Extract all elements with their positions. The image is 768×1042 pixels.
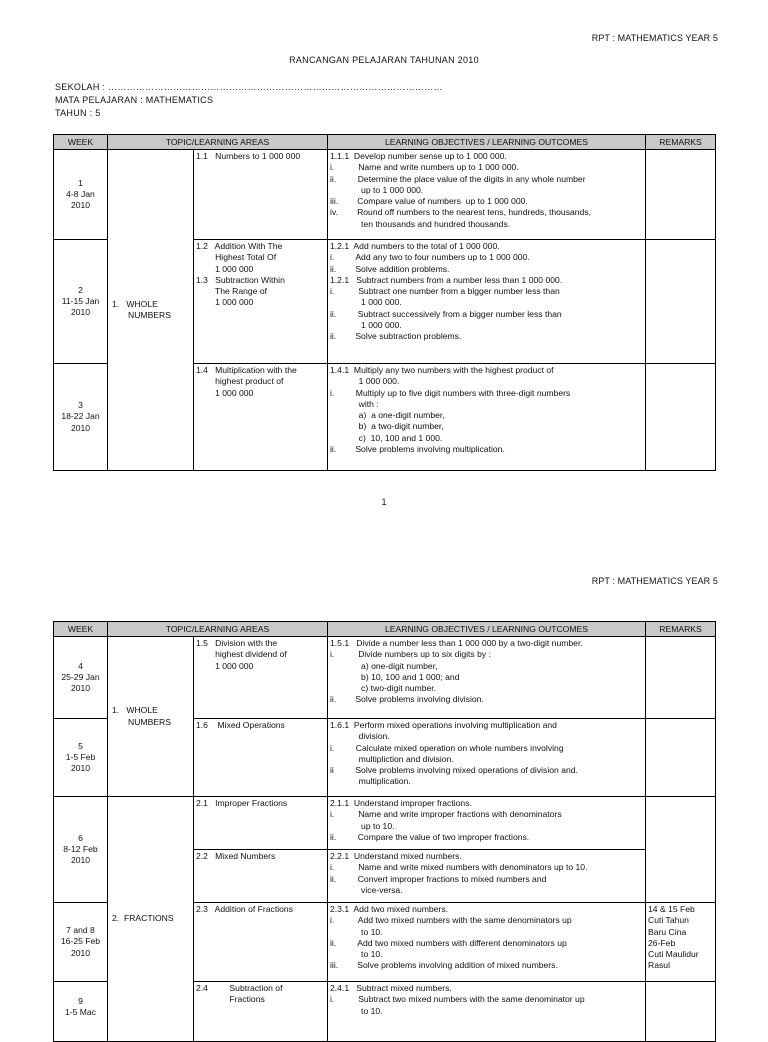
col-remarks: REMARKS [646, 135, 716, 150]
week-cell: 9 1-5 Mac [54, 982, 108, 1042]
area-cell: 2.3 Addition of Fractions [194, 903, 328, 982]
table-header-row [54, 135, 716, 150]
topic-cell: 2. FRACTIONS [108, 797, 194, 1042]
meta-tahun: TAHUN : 5 [55, 108, 101, 118]
outcomes-cell: 1.1.1 Develop number sense up to 1 000 000. i. Name and write numbers up to 1 000 000. ii. Determine the place value of the digits in any whole number up to 1 000 000. iii. Compare value of numbers up to 1 000 000. iv. Round off numbers to the nearest tens, hundreds, thousands, ten thousands and hundred thousands. [328, 150, 646, 240]
table-row [54, 637, 716, 719]
topic-cell: 1. WHOLE NUMBERS [108, 150, 194, 471]
meta-block [55, 81, 443, 120]
week-cell: 1 4-8 Jan 2010 [54, 150, 108, 240]
week-cell: 4 25-29 Jan 2010 [54, 637, 108, 719]
table-header-row [54, 622, 716, 637]
plan-table-page-1 [53, 134, 716, 471]
week-cell: 3 18-22 Jan 2010 [54, 364, 108, 471]
remarks-cell: 14 & 15 Feb Cuti Tahun Baru Cina 26-Feb Cuti Maulidur Rasul [646, 903, 716, 982]
col-remarks: REMARKS [646, 622, 716, 637]
remarks-cell [646, 637, 716, 719]
meta-mata-pelajaran: MATA PELAJARAN : MATHEMATICS [55, 95, 214, 105]
document-title: RANCANGAN PELAJARAN TAHUNAN 2010 [289, 55, 479, 65]
area-cell: 2.4 Subtraction of Fractions [194, 982, 328, 1042]
outcomes-cell: 1.2.1 Add numbers to the total of 1 000 000. i. Add any two to four numbers up to 1 000 000. ii. Solve addition problems. 1.2.1 Subtract numbers from a number less than 1 000 000. i. Subtract one number from a bigger number less than 1 000 000. ii. Subtract successively from a bigger number less than 1 000 000. ii. Solve subtraction problems. [328, 240, 646, 364]
col-week: WEEK [54, 622, 108, 637]
topic-cell: 1. WHOLE NUMBERS [108, 637, 194, 797]
area-cell: 1.2 Addition With The Highest Total Of 1 000 000 1.3 Subtraction Within The Range of 1 000 000 [194, 240, 328, 364]
area-cell: 1.1 Numbers to 1 000 000 [194, 150, 328, 240]
table-row [54, 797, 716, 850]
page-header: RPT : MATHEMATICS YEAR 5 [591, 33, 718, 43]
plan-table-page-2 [53, 621, 716, 1042]
page-1 [0, 0, 768, 520]
page-number: 1 [381, 497, 387, 507]
week-cell: 2 11-15 Jan 2010 [54, 240, 108, 364]
outcomes-cell: 1.5.1 Divide a number less than 1 000 000 by a two-digit number. i. Divide numbers up to six digits by : a) one-digit number, b) 10, 100 and 1 000; and c) two-digit number. ii. Solve problems involving division. [328, 637, 646, 719]
area-cell: 2.1 Improper Fractions [194, 797, 328, 850]
remarks-cell [646, 240, 716, 364]
col-outcomes: LEARNING OBJECTIVES / LEARNING OUTCOMES [328, 622, 646, 637]
page-header: RPT : MATHEMATICS YEAR 5 [591, 576, 718, 586]
table-row [54, 150, 716, 240]
col-topic: TOPIC/LEARNING AREAS [108, 135, 328, 150]
outcomes-cell: 1.6.1 Perform mixed operations involving multiplication and division. i. Calculate mixed operation on whole numbers involving multipliction and division. ii Solve problems involving mixed operations of division and. multiplication. [328, 719, 646, 797]
area-cell: 1.4 Multiplication with the highest product of 1 000 000 [194, 364, 328, 471]
col-week: WEEK [54, 135, 108, 150]
remarks-cell [646, 364, 716, 471]
page-2 [0, 520, 768, 1024]
outcomes-cell: 2.2.1 Understand mixed numbers. i. Name and write mixed numbers with denominators up to 10. ii. Convert improper fractions to mixed numbers and vice-versa. [328, 850, 646, 903]
outcomes-cell: 1.4.1 Multiply any two numbers with the highest product of 1 000 000. i. Multiply up to five digit numbers with three-digit numbers with : a) a one-digit number, b) a two-digit number, c) 10, 100 and 1 000. ii. Solve problems involving multiplication. [328, 364, 646, 471]
week-cell: 7 and 8 16-25 Feb 2010 [54, 903, 108, 982]
remarks-cell [646, 719, 716, 797]
outcomes-cell: 2.4.1 Subtract mixed numbers. i. Subtract two mixed numbers with the same denominator up to 10. [328, 982, 646, 1042]
remarks-cell [646, 982, 716, 1042]
week-cell: 5 1-5 Feb 2010 [54, 719, 108, 797]
outcomes-cell: 2.1.1 Understand improper fractions. i. Name and write improper fractions with denominators up to 10. ii. Compare the value of two improper fractions. [328, 797, 646, 850]
area-cell: 1.5 Division with the highest dividend of 1 000 000 [194, 637, 328, 719]
area-cell: 2.2 Mixed Numbers [194, 850, 328, 903]
week-cell: 6 8-12 Feb 2010 [54, 797, 108, 903]
area-cell: 1.6 Mixed Operations [194, 719, 328, 797]
col-outcomes: LEARNING OBJECTIVES / LEARNING OUTCOMES [328, 135, 646, 150]
outcomes-cell: 2.3.1 Add two mixed numbers. i. Add two mixed numbers with the same denominators up to 10. ii. Add two mixed numbers with different denominators up to 10. iii. Solve problems involving addition of mixed numbers. [328, 903, 646, 982]
meta-sekolah: SEKOLAH : ……………………………………………………………………………………………… [55, 82, 443, 92]
col-topic: TOPIC/LEARNING AREAS [108, 622, 328, 637]
remarks-cell [646, 797, 716, 903]
remarks-cell [646, 150, 716, 240]
